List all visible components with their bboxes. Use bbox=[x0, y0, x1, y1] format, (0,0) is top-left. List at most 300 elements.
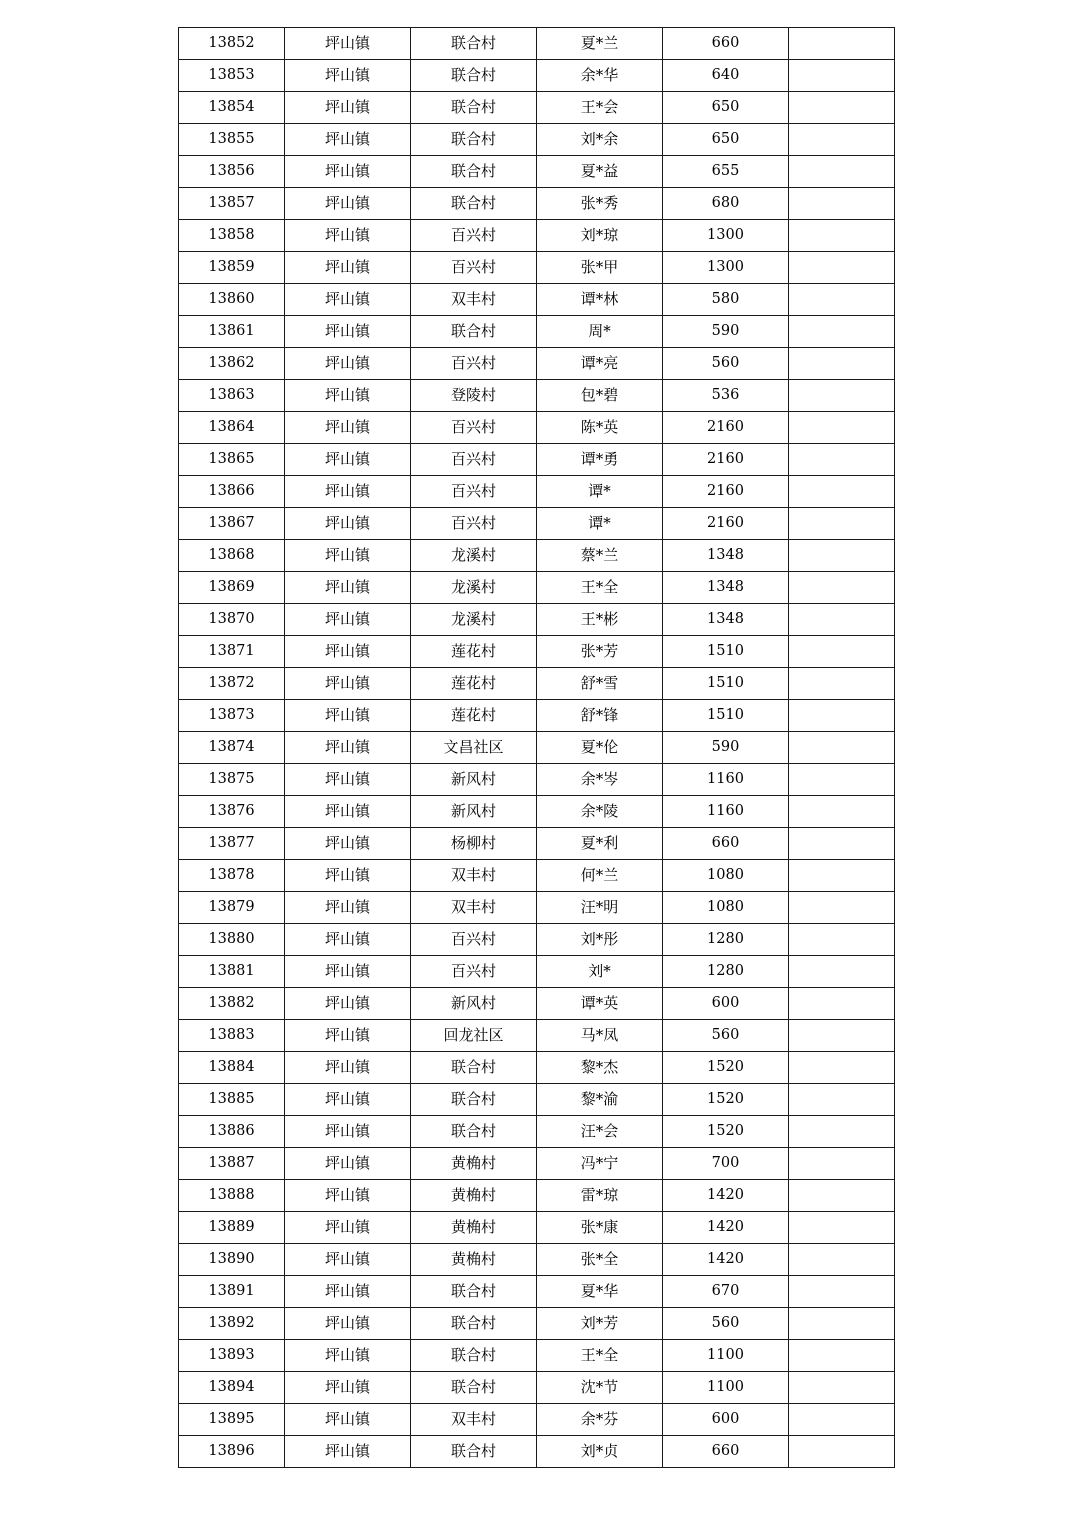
table-row bbox=[179, 892, 895, 924]
amount-cell: 2160 bbox=[663, 412, 789, 444]
amount-cell: 2160 bbox=[663, 476, 789, 508]
amount-cell: 1510 bbox=[663, 700, 789, 732]
amount-cell: 1510 bbox=[663, 636, 789, 668]
village-cell: 双丰村 bbox=[411, 892, 537, 924]
table-row bbox=[179, 860, 895, 892]
town-cell: 坪山镇 bbox=[285, 956, 411, 988]
remark-cell bbox=[789, 892, 895, 924]
town-cell: 坪山镇 bbox=[285, 284, 411, 316]
village-cell: 新风村 bbox=[411, 796, 537, 828]
table-row bbox=[179, 156, 895, 188]
remark-cell bbox=[789, 828, 895, 860]
table-row bbox=[179, 220, 895, 252]
town-cell: 坪山镇 bbox=[285, 220, 411, 252]
amount-cell: 1100 bbox=[663, 1340, 789, 1372]
table-body bbox=[179, 28, 895, 1468]
town-cell: 坪山镇 bbox=[285, 636, 411, 668]
name-cell: 周* bbox=[537, 316, 663, 348]
town-cell: 坪山镇 bbox=[285, 1052, 411, 1084]
record-number-cell: 13876 bbox=[179, 796, 285, 828]
record-number-cell: 13882 bbox=[179, 988, 285, 1020]
record-number-cell: 13857 bbox=[179, 188, 285, 220]
record-number-cell: 13863 bbox=[179, 380, 285, 412]
record-number-cell: 13854 bbox=[179, 92, 285, 124]
remark-cell bbox=[789, 380, 895, 412]
table-row bbox=[179, 28, 895, 60]
table-row bbox=[179, 1372, 895, 1404]
name-cell: 舒*雪 bbox=[537, 668, 663, 700]
table-row bbox=[179, 92, 895, 124]
amount-cell: 1300 bbox=[663, 252, 789, 284]
name-cell: 刘*芳 bbox=[537, 1308, 663, 1340]
remark-cell bbox=[789, 988, 895, 1020]
town-cell: 坪山镇 bbox=[285, 348, 411, 380]
name-cell: 舒*锋 bbox=[537, 700, 663, 732]
village-cell: 双丰村 bbox=[411, 860, 537, 892]
amount-cell: 1160 bbox=[663, 796, 789, 828]
town-cell: 坪山镇 bbox=[285, 508, 411, 540]
name-cell: 张*康 bbox=[537, 1212, 663, 1244]
name-cell: 余*岑 bbox=[537, 764, 663, 796]
village-cell: 百兴村 bbox=[411, 220, 537, 252]
record-number-cell: 13869 bbox=[179, 572, 285, 604]
table-row bbox=[179, 828, 895, 860]
name-cell: 刘*彤 bbox=[537, 924, 663, 956]
table-row bbox=[179, 1116, 895, 1148]
town-cell: 坪山镇 bbox=[285, 828, 411, 860]
town-cell: 坪山镇 bbox=[285, 124, 411, 156]
record-number-cell: 13852 bbox=[179, 28, 285, 60]
remark-cell bbox=[789, 60, 895, 92]
town-cell: 坪山镇 bbox=[285, 252, 411, 284]
village-cell: 联合村 bbox=[411, 124, 537, 156]
remark-cell bbox=[789, 252, 895, 284]
amount-cell: 1348 bbox=[663, 572, 789, 604]
record-number-cell: 13871 bbox=[179, 636, 285, 668]
amount-cell: 1420 bbox=[663, 1180, 789, 1212]
table-row bbox=[179, 188, 895, 220]
remark-cell bbox=[789, 1244, 895, 1276]
amount-cell: 580 bbox=[663, 284, 789, 316]
town-cell: 坪山镇 bbox=[285, 1436, 411, 1468]
village-cell: 联合村 bbox=[411, 92, 537, 124]
village-cell: 百兴村 bbox=[411, 956, 537, 988]
village-cell: 新风村 bbox=[411, 988, 537, 1020]
town-cell: 坪山镇 bbox=[285, 572, 411, 604]
village-cell: 百兴村 bbox=[411, 412, 537, 444]
village-cell: 龙溪村 bbox=[411, 572, 537, 604]
amount-cell: 655 bbox=[663, 156, 789, 188]
name-cell: 张*秀 bbox=[537, 188, 663, 220]
amount-cell: 600 bbox=[663, 988, 789, 1020]
remark-cell bbox=[789, 1148, 895, 1180]
village-cell: 文昌社区 bbox=[411, 732, 537, 764]
name-cell: 夏*华 bbox=[537, 1276, 663, 1308]
town-cell: 坪山镇 bbox=[285, 92, 411, 124]
record-number-cell: 13886 bbox=[179, 1116, 285, 1148]
town-cell: 坪山镇 bbox=[285, 540, 411, 572]
amount-cell: 560 bbox=[663, 348, 789, 380]
remark-cell bbox=[789, 508, 895, 540]
amount-cell: 1520 bbox=[663, 1116, 789, 1148]
record-number-cell: 13860 bbox=[179, 284, 285, 316]
record-number-cell: 13872 bbox=[179, 668, 285, 700]
record-number-cell: 13880 bbox=[179, 924, 285, 956]
name-cell: 刘*余 bbox=[537, 124, 663, 156]
amount-cell: 680 bbox=[663, 188, 789, 220]
amount-cell: 590 bbox=[663, 316, 789, 348]
remark-cell bbox=[789, 156, 895, 188]
town-cell: 坪山镇 bbox=[285, 860, 411, 892]
name-cell: 冯*宁 bbox=[537, 1148, 663, 1180]
remark-cell bbox=[789, 924, 895, 956]
table-row bbox=[179, 1180, 895, 1212]
record-number-cell: 13858 bbox=[179, 220, 285, 252]
village-cell: 百兴村 bbox=[411, 508, 537, 540]
town-cell: 坪山镇 bbox=[285, 700, 411, 732]
town-cell: 坪山镇 bbox=[285, 892, 411, 924]
table-row bbox=[179, 60, 895, 92]
town-cell: 坪山镇 bbox=[285, 1116, 411, 1148]
remark-cell bbox=[789, 412, 895, 444]
village-cell: 回龙社区 bbox=[411, 1020, 537, 1052]
name-cell: 张*芳 bbox=[537, 636, 663, 668]
table-row bbox=[179, 1340, 895, 1372]
amount-cell: 670 bbox=[663, 1276, 789, 1308]
remark-cell bbox=[789, 540, 895, 572]
village-cell: 杨柳村 bbox=[411, 828, 537, 860]
village-cell: 联合村 bbox=[411, 156, 537, 188]
table-row bbox=[179, 1212, 895, 1244]
record-number-cell: 13853 bbox=[179, 60, 285, 92]
name-cell: 汪*明 bbox=[537, 892, 663, 924]
town-cell: 坪山镇 bbox=[285, 1212, 411, 1244]
town-cell: 坪山镇 bbox=[285, 668, 411, 700]
remark-cell bbox=[789, 1308, 895, 1340]
record-number-cell: 13888 bbox=[179, 1180, 285, 1212]
village-cell: 百兴村 bbox=[411, 476, 537, 508]
remark-cell bbox=[789, 732, 895, 764]
name-cell: 张*甲 bbox=[537, 252, 663, 284]
village-cell: 黄桷村 bbox=[411, 1180, 537, 1212]
village-cell: 莲花村 bbox=[411, 700, 537, 732]
village-cell: 百兴村 bbox=[411, 348, 537, 380]
record-number-cell: 13892 bbox=[179, 1308, 285, 1340]
name-cell: 余*陵 bbox=[537, 796, 663, 828]
name-cell: 谭*勇 bbox=[537, 444, 663, 476]
town-cell: 坪山镇 bbox=[285, 796, 411, 828]
table-row bbox=[179, 540, 895, 572]
remark-cell bbox=[789, 796, 895, 828]
remark-cell bbox=[789, 444, 895, 476]
table-row bbox=[179, 732, 895, 764]
name-cell: 马*凤 bbox=[537, 1020, 663, 1052]
table-row bbox=[179, 348, 895, 380]
record-number-cell: 13879 bbox=[179, 892, 285, 924]
record-number-cell: 13868 bbox=[179, 540, 285, 572]
town-cell: 坪山镇 bbox=[285, 764, 411, 796]
name-cell: 谭* bbox=[537, 508, 663, 540]
town-cell: 坪山镇 bbox=[285, 1180, 411, 1212]
village-cell: 登陵村 bbox=[411, 380, 537, 412]
village-cell: 黄桷村 bbox=[411, 1212, 537, 1244]
village-cell: 联合村 bbox=[411, 316, 537, 348]
amount-cell: 1080 bbox=[663, 860, 789, 892]
record-number-cell: 13856 bbox=[179, 156, 285, 188]
name-cell: 刘*琼 bbox=[537, 220, 663, 252]
name-cell: 余*华 bbox=[537, 60, 663, 92]
record-number-cell: 13870 bbox=[179, 604, 285, 636]
remark-cell bbox=[789, 1020, 895, 1052]
record-number-cell: 13877 bbox=[179, 828, 285, 860]
village-cell: 双丰村 bbox=[411, 1404, 537, 1436]
village-cell: 联合村 bbox=[411, 1372, 537, 1404]
town-cell: 坪山镇 bbox=[285, 1308, 411, 1340]
remark-cell bbox=[789, 1116, 895, 1148]
name-cell: 余*芬 bbox=[537, 1404, 663, 1436]
town-cell: 坪山镇 bbox=[285, 60, 411, 92]
village-cell: 联合村 bbox=[411, 188, 537, 220]
amount-cell: 536 bbox=[663, 380, 789, 412]
amount-cell: 1420 bbox=[663, 1244, 789, 1276]
record-number-cell: 13866 bbox=[179, 476, 285, 508]
amount-cell: 2160 bbox=[663, 444, 789, 476]
remark-cell bbox=[789, 348, 895, 380]
table-row bbox=[179, 988, 895, 1020]
remark-cell bbox=[789, 316, 895, 348]
village-cell: 龙溪村 bbox=[411, 604, 537, 636]
record-number-cell: 13862 bbox=[179, 348, 285, 380]
village-cell: 黄桷村 bbox=[411, 1244, 537, 1276]
town-cell: 坪山镇 bbox=[285, 188, 411, 220]
record-number-cell: 13881 bbox=[179, 956, 285, 988]
table-row bbox=[179, 1084, 895, 1116]
record-number-cell: 13894 bbox=[179, 1372, 285, 1404]
remark-cell bbox=[789, 1084, 895, 1116]
remark-cell bbox=[789, 1180, 895, 1212]
remark-cell bbox=[789, 956, 895, 988]
name-cell: 蔡*兰 bbox=[537, 540, 663, 572]
village-cell: 联合村 bbox=[411, 1276, 537, 1308]
record-number-cell: 13890 bbox=[179, 1244, 285, 1276]
name-cell: 谭*亮 bbox=[537, 348, 663, 380]
amount-cell: 1280 bbox=[663, 956, 789, 988]
town-cell: 坪山镇 bbox=[285, 1340, 411, 1372]
village-cell: 龙溪村 bbox=[411, 540, 537, 572]
remark-cell bbox=[789, 476, 895, 508]
record-number-cell: 13885 bbox=[179, 1084, 285, 1116]
remark-cell bbox=[789, 284, 895, 316]
amount-cell: 1160 bbox=[663, 764, 789, 796]
amount-cell: 1510 bbox=[663, 668, 789, 700]
town-cell: 坪山镇 bbox=[285, 316, 411, 348]
amount-cell: 1348 bbox=[663, 540, 789, 572]
amount-cell: 590 bbox=[663, 732, 789, 764]
village-cell: 联合村 bbox=[411, 1436, 537, 1468]
table-row bbox=[179, 284, 895, 316]
amount-cell: 640 bbox=[663, 60, 789, 92]
amount-cell: 700 bbox=[663, 1148, 789, 1180]
table-row bbox=[179, 764, 895, 796]
remark-cell bbox=[789, 188, 895, 220]
record-number-cell: 13865 bbox=[179, 444, 285, 476]
table-row bbox=[179, 476, 895, 508]
record-number-cell: 13893 bbox=[179, 1340, 285, 1372]
town-cell: 坪山镇 bbox=[285, 412, 411, 444]
table-row bbox=[179, 924, 895, 956]
data-table bbox=[178, 27, 895, 1468]
remark-cell bbox=[789, 92, 895, 124]
village-cell: 联合村 bbox=[411, 1308, 537, 1340]
table-row bbox=[179, 444, 895, 476]
table-row bbox=[179, 316, 895, 348]
table-row bbox=[179, 956, 895, 988]
remark-cell bbox=[789, 700, 895, 732]
record-number-cell: 13864 bbox=[179, 412, 285, 444]
name-cell: 夏*利 bbox=[537, 828, 663, 860]
record-number-cell: 13884 bbox=[179, 1052, 285, 1084]
remark-cell bbox=[789, 1212, 895, 1244]
name-cell: 夏*益 bbox=[537, 156, 663, 188]
town-cell: 坪山镇 bbox=[285, 380, 411, 412]
remark-cell bbox=[789, 668, 895, 700]
name-cell: 夏*兰 bbox=[537, 28, 663, 60]
table-row bbox=[179, 636, 895, 668]
town-cell: 坪山镇 bbox=[285, 1020, 411, 1052]
village-cell: 百兴村 bbox=[411, 924, 537, 956]
table-row bbox=[179, 1308, 895, 1340]
amount-cell: 660 bbox=[663, 28, 789, 60]
table-row bbox=[179, 700, 895, 732]
table-row bbox=[179, 1020, 895, 1052]
name-cell: 刘*贞 bbox=[537, 1436, 663, 1468]
name-cell: 谭*英 bbox=[537, 988, 663, 1020]
record-number-cell: 13889 bbox=[179, 1212, 285, 1244]
village-cell: 联合村 bbox=[411, 1052, 537, 1084]
village-cell: 黄桷村 bbox=[411, 1148, 537, 1180]
town-cell: 坪山镇 bbox=[285, 476, 411, 508]
table-row bbox=[179, 508, 895, 540]
name-cell: 王*全 bbox=[537, 1340, 663, 1372]
town-cell: 坪山镇 bbox=[285, 444, 411, 476]
remark-cell bbox=[789, 1404, 895, 1436]
remark-cell bbox=[789, 220, 895, 252]
amount-cell: 1520 bbox=[663, 1052, 789, 1084]
table-row bbox=[179, 796, 895, 828]
village-cell: 联合村 bbox=[411, 1116, 537, 1148]
town-cell: 坪山镇 bbox=[285, 1372, 411, 1404]
amount-cell: 1420 bbox=[663, 1212, 789, 1244]
remark-cell bbox=[789, 764, 895, 796]
amount-cell: 2160 bbox=[663, 508, 789, 540]
record-number-cell: 13855 bbox=[179, 124, 285, 156]
table-row bbox=[179, 1404, 895, 1436]
name-cell: 何*兰 bbox=[537, 860, 663, 892]
remark-cell bbox=[789, 1436, 895, 1468]
remark-cell bbox=[789, 124, 895, 156]
town-cell: 坪山镇 bbox=[285, 732, 411, 764]
table-row bbox=[179, 380, 895, 412]
town-cell: 坪山镇 bbox=[285, 988, 411, 1020]
amount-cell: 1280 bbox=[663, 924, 789, 956]
table-row bbox=[179, 252, 895, 284]
name-cell: 陈*英 bbox=[537, 412, 663, 444]
record-number-cell: 13896 bbox=[179, 1436, 285, 1468]
amount-cell: 1520 bbox=[663, 1084, 789, 1116]
remark-cell bbox=[789, 1372, 895, 1404]
remark-cell bbox=[789, 1340, 895, 1372]
table-row bbox=[179, 1148, 895, 1180]
amount-cell: 600 bbox=[663, 1404, 789, 1436]
town-cell: 坪山镇 bbox=[285, 1276, 411, 1308]
table-row bbox=[179, 1052, 895, 1084]
record-number-cell: 13873 bbox=[179, 700, 285, 732]
village-cell: 联合村 bbox=[411, 1084, 537, 1116]
amount-cell: 1080 bbox=[663, 892, 789, 924]
amount-cell: 1348 bbox=[663, 604, 789, 636]
town-cell: 坪山镇 bbox=[285, 604, 411, 636]
remark-cell bbox=[789, 636, 895, 668]
remark-cell bbox=[789, 604, 895, 636]
town-cell: 坪山镇 bbox=[285, 1244, 411, 1276]
amount-cell: 1300 bbox=[663, 220, 789, 252]
table-row bbox=[179, 572, 895, 604]
record-number-cell: 13875 bbox=[179, 764, 285, 796]
name-cell: 谭* bbox=[537, 476, 663, 508]
name-cell: 王*会 bbox=[537, 92, 663, 124]
record-number-cell: 13895 bbox=[179, 1404, 285, 1436]
amount-cell: 650 bbox=[663, 92, 789, 124]
town-cell: 坪山镇 bbox=[285, 156, 411, 188]
village-cell: 联合村 bbox=[411, 1340, 537, 1372]
village-cell: 双丰村 bbox=[411, 284, 537, 316]
record-number-cell: 13874 bbox=[179, 732, 285, 764]
name-cell: 张*全 bbox=[537, 1244, 663, 1276]
town-cell: 坪山镇 bbox=[285, 1404, 411, 1436]
village-cell: 新风村 bbox=[411, 764, 537, 796]
remark-cell bbox=[789, 1276, 895, 1308]
town-cell: 坪山镇 bbox=[285, 924, 411, 956]
table-row bbox=[179, 1276, 895, 1308]
town-cell: 坪山镇 bbox=[285, 1148, 411, 1180]
record-number-cell: 13891 bbox=[179, 1276, 285, 1308]
amount-cell: 660 bbox=[663, 1436, 789, 1468]
remark-cell bbox=[789, 1052, 895, 1084]
table-row bbox=[179, 1436, 895, 1468]
record-number-cell: 13867 bbox=[179, 508, 285, 540]
remark-cell bbox=[789, 860, 895, 892]
amount-cell: 660 bbox=[663, 828, 789, 860]
table-row bbox=[179, 668, 895, 700]
record-number-cell: 13859 bbox=[179, 252, 285, 284]
amount-cell: 560 bbox=[663, 1020, 789, 1052]
village-cell: 莲花村 bbox=[411, 636, 537, 668]
table-row bbox=[179, 412, 895, 444]
name-cell: 沈*节 bbox=[537, 1372, 663, 1404]
amount-cell: 560 bbox=[663, 1308, 789, 1340]
table-row bbox=[179, 124, 895, 156]
name-cell: 王*全 bbox=[537, 572, 663, 604]
record-number-cell: 13883 bbox=[179, 1020, 285, 1052]
name-cell: 王*彬 bbox=[537, 604, 663, 636]
name-cell: 雷*琼 bbox=[537, 1180, 663, 1212]
name-cell: 黎*杰 bbox=[537, 1052, 663, 1084]
table-row bbox=[179, 604, 895, 636]
remark-cell bbox=[789, 28, 895, 60]
amount-cell: 650 bbox=[663, 124, 789, 156]
village-cell: 百兴村 bbox=[411, 444, 537, 476]
town-cell: 坪山镇 bbox=[285, 1084, 411, 1116]
